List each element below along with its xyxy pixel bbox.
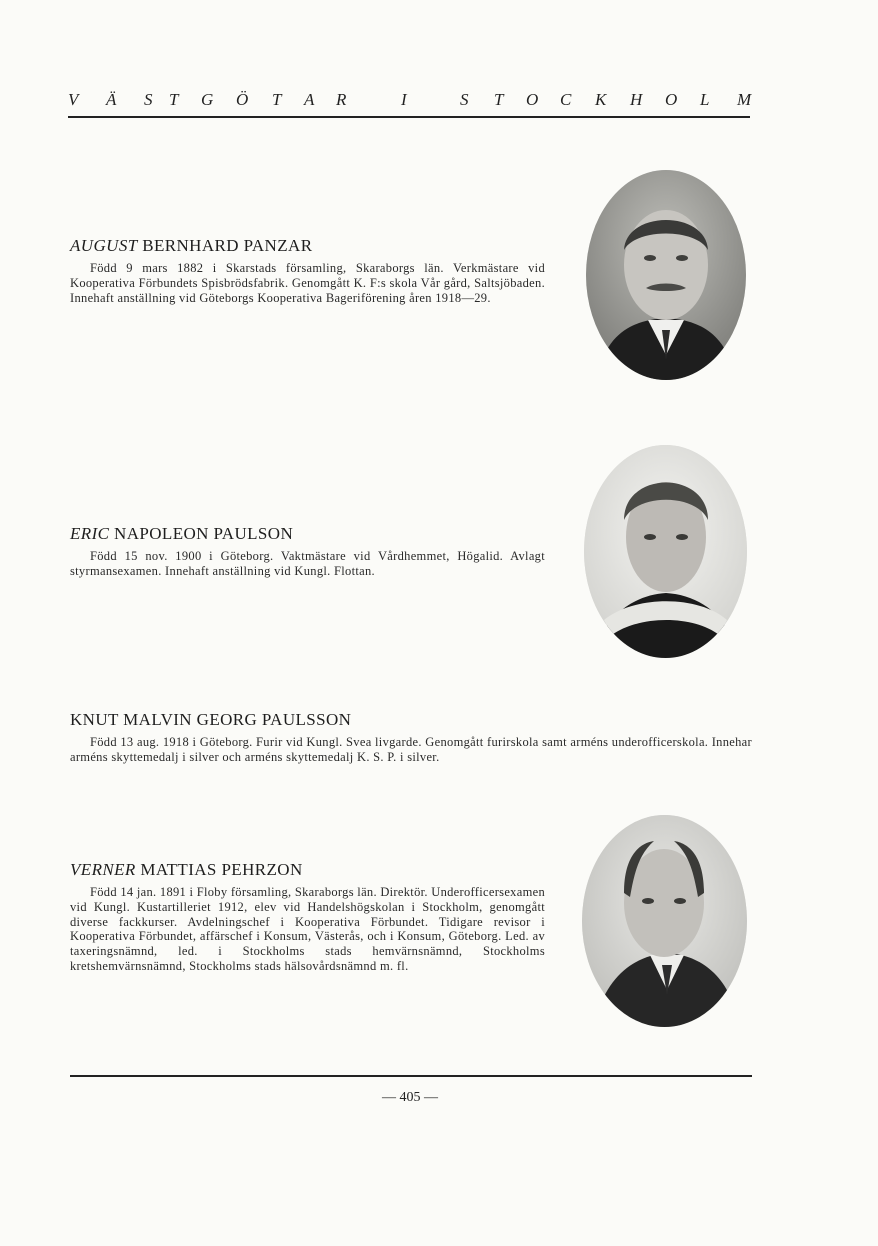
biography-text: Född 13 aug. 1918 i Göteborg. Furir vid Kungl. Svea livgarde. Genomgått furirskola samt arméns underofficerskola. Innehar arméns skyttemedalj i silver och arméns skyttemedalj K. S. P. i silver. [70, 735, 752, 764]
header-letter: Ä [106, 90, 117, 109]
header-letter: S [460, 90, 469, 109]
person-name [70, 710, 752, 730]
header-letter: T [272, 90, 282, 109]
biography-text: Född 9 mars 1882 i Skarstads församling, Skaraborgs län. Verkmästare vid Kooperativa Förbundets Spisbrödsfabrik. Genomgått K. F:s skola Vår gård, Saltsjöbaden. Innehaft anställning vid Göteborgs Kooperativa Bageriförening åren 1918—29. [70, 261, 545, 305]
person-name [70, 236, 545, 256]
footer-rule [70, 1075, 752, 1077]
running-header [68, 88, 750, 118]
header-letter: O [526, 90, 539, 109]
header-letter: Ö [236, 90, 249, 109]
header-letter: C [560, 90, 572, 109]
portrait-photo [584, 445, 747, 658]
first-name: ERIC [70, 524, 110, 543]
first-name: AUGUST [70, 236, 138, 255]
portrait-photo [586, 170, 746, 380]
biography-entry [70, 524, 545, 579]
biography-entry [70, 860, 545, 974]
biography-text: Född 14 jan. 1891 i Floby församling, Skaraborgs län. Direktör. Underofficersexamen vid Kungl. Kustartilleriet 1912, elev vid Handelshögskolan i Stockholm, genomgått diverse fackkurser. Avdelningschef i Kooperativa Förbundet. Tidigare revisor i Kooperativa Förbundet, affärschef i Konsum, Västerås, och i Konsum, Göteborg. Led. av taxeringsnämnd, led. i Stockholms stads hemvärnsnämnd, Stockholms kretshemvärnsnämnd, Stockholms stads hälsovårdsnämnd m. fl. [70, 885, 545, 973]
header-letter: S [144, 90, 153, 109]
person-name [70, 524, 545, 544]
surname: NAPOLEON PAULSON [109, 524, 294, 543]
first-name: VERNER [70, 860, 136, 879]
header-letter: R [336, 90, 347, 109]
header-letter: K [595, 90, 607, 109]
surname: KNUT MALVIN GEORG PAULSSON [70, 710, 352, 729]
header-letter: G [201, 90, 214, 109]
header-letter: I [401, 90, 407, 109]
header-letter: M [737, 90, 752, 109]
header-letter: L [700, 90, 710, 109]
person-name [70, 860, 545, 880]
biography-entry [70, 236, 545, 305]
header-letter: O [665, 90, 678, 109]
biography-text: Född 15 nov. 1900 i Göteborg. Vaktmästare vid Vårdhemmet, Högalid. Avlagt styrmansexamen. Innehaft anställning vid Kungl. Flottan. [70, 549, 545, 578]
page-number: — 405 — [382, 1090, 438, 1105]
surname: MATTIAS PEHRZON [135, 860, 303, 879]
header-letter: T [494, 90, 504, 109]
portrait-photo [582, 815, 747, 1027]
biography-entry [70, 710, 752, 765]
header-letter: T [169, 90, 179, 109]
header-letter: H [630, 90, 643, 109]
header-letter: A [304, 90, 315, 109]
surname: BERNHARD PANZAR [137, 236, 313, 255]
header-letter: V [68, 90, 79, 109]
